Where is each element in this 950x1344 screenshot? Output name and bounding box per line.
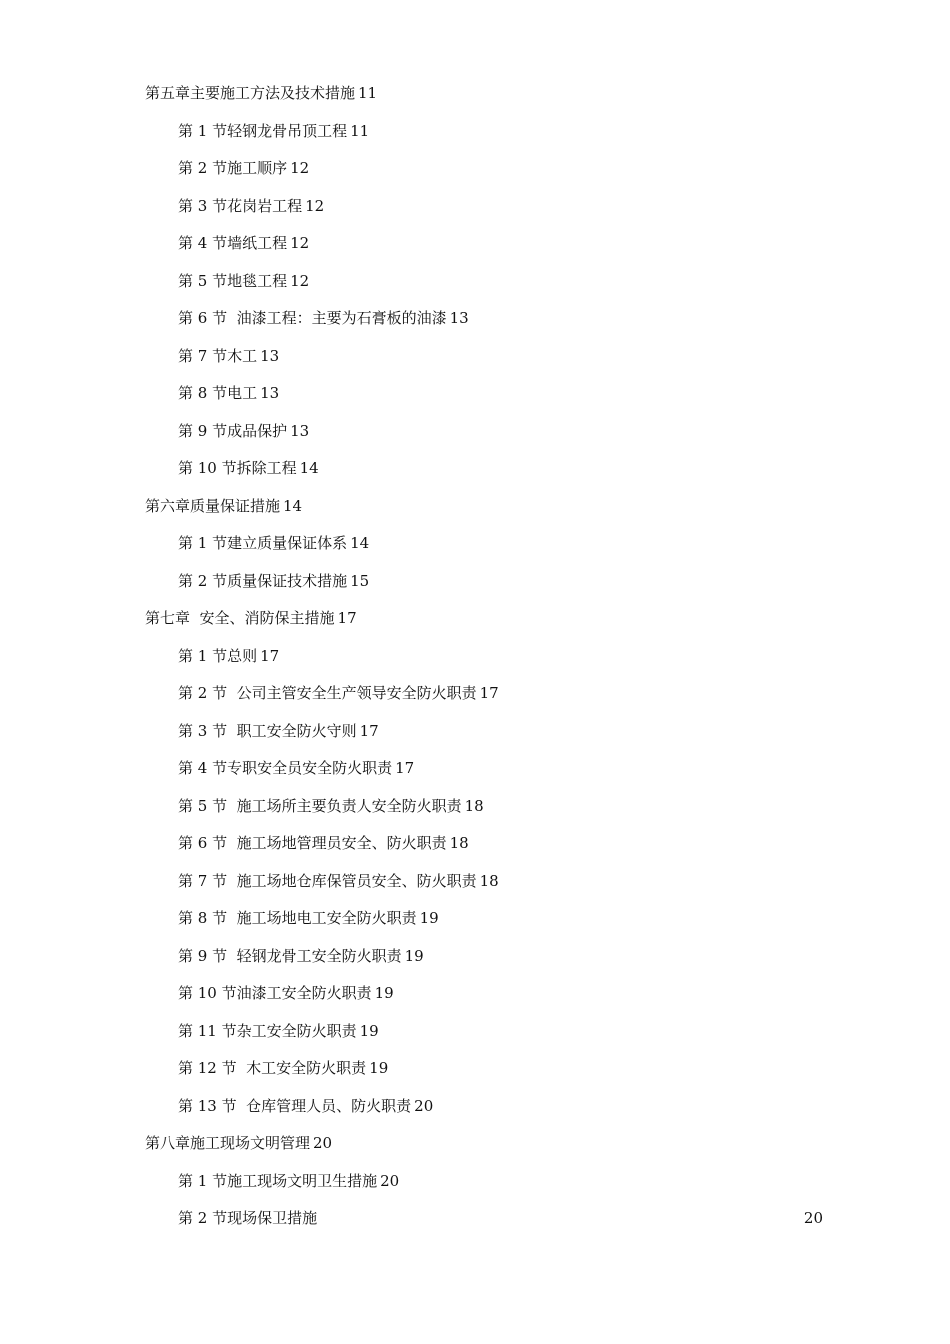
toc-section-entry[interactable] [0,113,950,151]
toc-entry-title [178,638,279,676]
toc-entry-text: 第 9 节成品保护 [178,421,288,440]
toc-page-number: 20 [803,1209,823,1227]
toc-entry-text: 第 1 节总则 [178,646,258,665]
toc-entry-text: 第 6 节 施工场地管理员安全、防火职责 [178,834,447,852]
toc-entry-title [178,938,424,976]
toc-entry-title [178,375,279,413]
toc-entry-title [145,75,377,113]
toc-page-number: 17 [359,721,379,740]
toc-entry-text: 第 2 节质量保证技术措施 [178,571,348,590]
toc-entry-text: 第 7 节木工 [178,346,258,365]
toc-entry-text: 第六章质量保证措施 [145,496,281,515]
toc-page-number: 14 [299,459,319,477]
toc-entry-title [178,1088,433,1126]
toc-entry-title [178,300,469,338]
toc-entry-title [178,150,309,188]
toc-entry-title [178,788,484,826]
toc-section-entry[interactable] [0,413,950,451]
toc-entry-title [178,225,309,263]
toc-entry-text: 第 5 节 施工场所主要负责人安全防火职责 [178,796,462,815]
toc-section-entry[interactable] [0,825,950,863]
toc-page-number: 12 [290,234,310,252]
toc-entry-title [178,263,309,301]
toc-entry-text: 第 2 节 公司主管安全生产领导安全防火职责 [178,684,477,702]
toc-section-entry[interactable] [0,150,950,188]
toc-page-number: 11 [350,121,370,140]
toc-entry-text: 第 5 节地毯工程 [178,271,288,290]
toc-entry-text: 第七章 安全、消防保主措施 [145,609,335,627]
toc-entry-title [145,600,357,638]
toc-section-entry[interactable] [0,188,950,226]
toc-entry-title [178,188,324,226]
toc-page-number: 13 [260,384,280,402]
toc-section-entry[interactable] [0,1200,950,1238]
toc-entry-title [178,675,499,713]
toc-entry-title [178,113,369,151]
toc-page-number: 18 [449,834,469,852]
toc-entry-title [178,1013,379,1051]
toc-entry-text: 第 3 节花岗岩工程 [178,196,303,215]
toc-entry-text: 第 8 节电工 [178,384,258,402]
toc-page-number: 12 [290,159,310,177]
toc-section-entry[interactable] [0,450,950,488]
toc-entry-text: 第 4 节墙纸工程 [178,234,288,252]
toc-page-number: 14 [283,496,303,515]
toc-section-entry[interactable] [0,638,950,676]
toc-page-number: 13 [449,309,469,327]
toc-section-entry[interactable] [0,1050,950,1088]
toc-entry-text: 第 4 节专职安全员安全防火职责 [178,759,393,777]
toc-page-number: 11 [358,84,378,102]
toc-entry-title [178,450,319,488]
toc-chapter-entry[interactable] [0,600,950,638]
toc-page-number: 19 [404,946,424,965]
toc-section-entry[interactable] [0,225,950,263]
toc-section-entry[interactable] [0,300,950,338]
toc-page-number: 12 [290,271,310,290]
toc-entry-text: 第 1 节施工现场文明卫生措施 [178,1171,378,1190]
table-of-contents [0,75,950,1238]
toc-page-number: 17 [260,646,280,665]
toc-section-entry[interactable] [0,675,950,713]
toc-entry-text: 第 12 节 木工安全防火职责 [178,1059,367,1077]
toc-page-number: 20 [380,1171,400,1190]
toc-page-number: 14 [350,534,370,552]
toc-page-number: 17 [395,759,415,777]
toc-section-entry[interactable] [0,750,950,788]
toc-entry-text: 第 1 节建立质量保证体系 [178,534,348,552]
toc-section-entry[interactable] [0,1163,950,1201]
toc-section-entry[interactable] [0,900,950,938]
toc-page-number: 12 [305,196,325,215]
toc-entry-title [178,1050,388,1088]
toc-section-entry[interactable] [0,1013,950,1051]
toc-entry-text: 第 7 节 施工场地仓库保管员安全、防火职责 [178,871,477,890]
toc-entry-text: 第 3 节 职工安全防火守则 [178,721,357,740]
toc-entry-title [145,488,302,526]
toc-page-number: 19 [419,909,439,927]
toc-page-number: 19 [374,984,394,1002]
toc-page-number: 20 [313,1134,333,1152]
toc-page-number: 18 [464,796,484,815]
toc-entry-text: 第 2 节施工顺序 [178,159,288,177]
toc-entry-text: 第 6 节 油漆工程：主要为石膏板的油漆 [178,309,447,327]
toc-entry-title [145,1125,332,1163]
toc-entry-title [178,863,499,901]
toc-entry-title [178,825,469,863]
toc-page-number: 15 [350,571,370,590]
toc-section-entry[interactable] [0,263,950,301]
toc-section-entry[interactable] [0,975,950,1013]
toc-page-number: 17 [479,684,499,702]
toc-chapter-entry[interactable] [0,75,950,113]
toc-entry-text: 第五章主要施工方法及技术措施 [145,84,356,102]
toc-chapter-entry[interactable] [0,488,950,526]
toc-section-entry[interactable] [0,863,950,901]
toc-entry-text: 第 1 节轻钢龙骨吊顶工程 [178,121,348,140]
toc-section-entry[interactable] [0,788,950,826]
toc-page-number: 19 [359,1021,379,1040]
toc-entry-text: 第 11 节杂工安全防火职责 [178,1021,357,1040]
toc-section-entry[interactable] [0,525,950,563]
toc-page-number: 18 [479,871,499,890]
toc-entry-text: 第 10 节油漆工安全防火职责 [178,984,372,1002]
toc-entry-title [178,413,309,451]
toc-section-entry[interactable] [0,713,950,751]
toc-entry-text: 第 10 节拆除工程 [178,459,297,477]
toc-page-number: 13 [290,421,310,440]
toc-section-entry[interactable] [0,375,950,413]
toc-entry-text: 第 9 节 轻钢龙骨工安全防火职责 [178,946,402,965]
toc-entry-text: 第八章施工现场文明管理 [145,1134,311,1152]
toc-page-number: 17 [337,609,357,627]
toc-entry-title [178,338,279,376]
toc-entry-title [178,713,379,751]
toc-page-number: 19 [369,1059,389,1077]
toc-entry-text: 第 2 节现场保卫措施 [178,1209,318,1227]
toc-entry-text: 第 8 节 施工场地电工安全防火职责 [178,909,417,927]
toc-entry-title [178,975,394,1013]
toc-entry-title [178,1163,399,1201]
toc-entry-text: 第 13 节 仓库管理人员、防火职责 [178,1096,412,1115]
toc-entry-title [178,525,369,563]
toc-entry-title [178,563,369,601]
toc-page-number: 13 [260,346,280,365]
toc-section-entry[interactable] [0,1088,950,1126]
toc-section-entry[interactable] [0,338,950,376]
toc-entry-title [178,1200,317,1238]
toc-section-entry[interactable] [0,563,950,601]
toc-entry-title [178,900,439,938]
toc-chapter-entry[interactable] [0,1125,950,1163]
toc-entry-title [178,750,414,788]
toc-page-number: 20 [414,1096,434,1115]
toc-section-entry[interactable] [0,938,950,976]
